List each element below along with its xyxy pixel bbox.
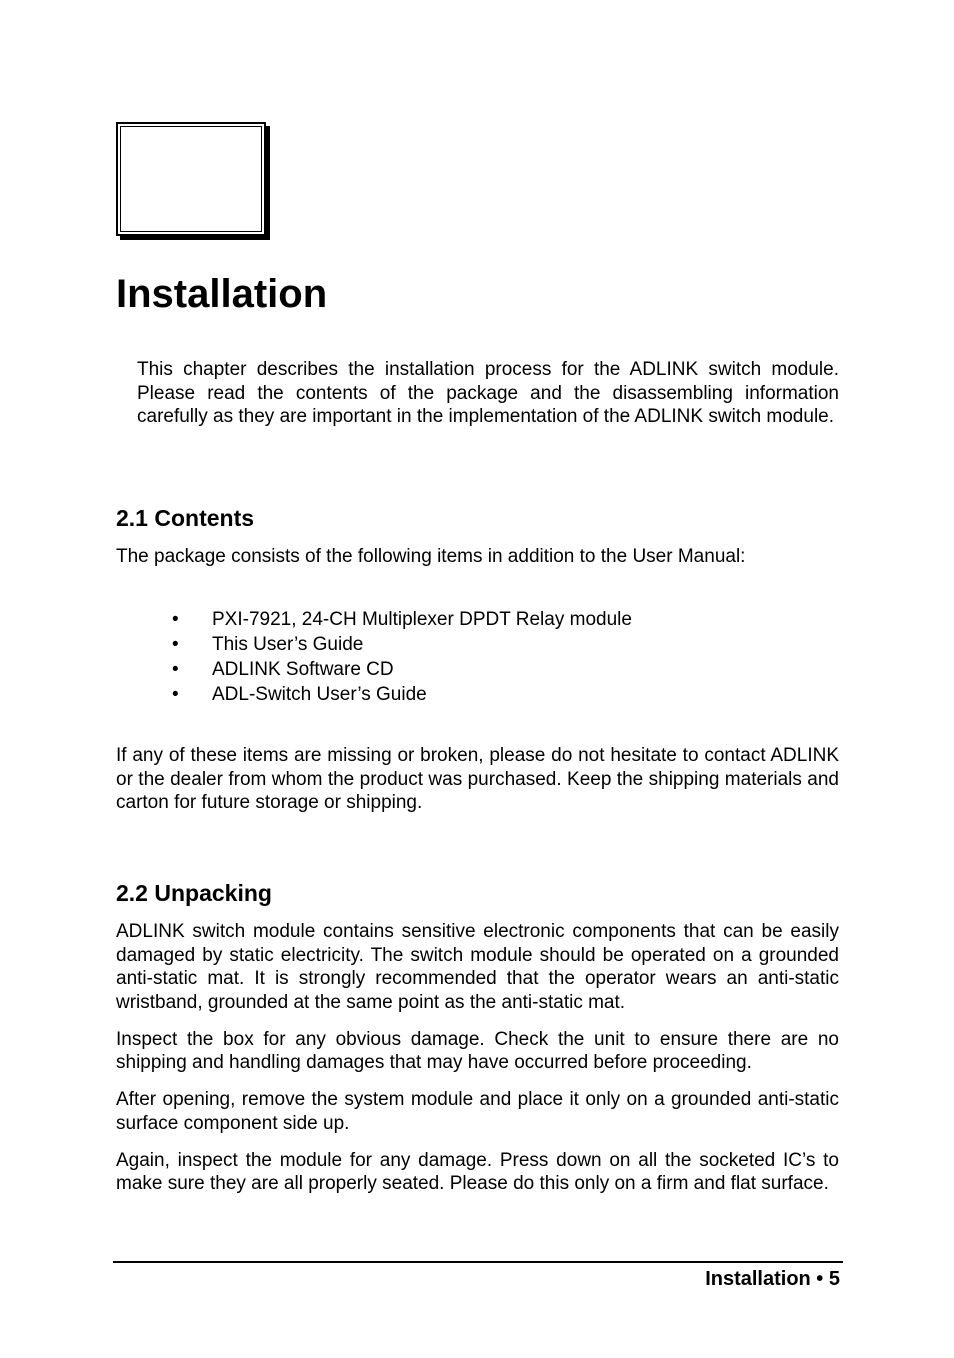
missing-items-note: If any of these items are missing or broken, please do not hesitate to contact ADLINK or the dealer from whom the product was purchased. Keep the shipping materials and carton for future storage or shipping.: [116, 745, 839, 813]
list-item: [116, 632, 840, 657]
unpacking-paragraph: Again, inspect the module for any damage. Press down on all the socketed IC’s to make sure they are all properly seated. Please do this only on a firm and flat surface.: [116, 1149, 839, 1194]
bullet-icon: •: [172, 609, 179, 630]
unpacking-paragraph: After opening, remove the system module and place it only on a grounded anti-static surface component side up.: [116, 1089, 839, 1134]
list-item: [116, 607, 840, 632]
list-item-text: PXI-7921, 24-CH Multiplexer DPDT Relay module: [212, 609, 632, 630]
list-item: [116, 682, 840, 707]
package-items-list: [116, 607, 840, 707]
chapter-title: Installation: [116, 272, 328, 316]
contents-lead-text: The package consists of the following items in addition to the User Manual:: [116, 546, 746, 567]
bullet-icon: •: [172, 659, 179, 680]
unpacking-body: [116, 920, 839, 1209]
list-item-text: This User’s Guide: [212, 634, 364, 655]
section-heading-contents: 2.1 Contents: [116, 505, 255, 531]
bullet-icon: •: [172, 634, 179, 655]
unpacking-paragraph: ADLINK switch module contains sensitive electronic components that can be easily damaged by static electricity. The switch module should be operated on a grounded anti-static mat. It is strongly recommended that the operator wears an anti-static wristband, grounded at the same point as the anti-static mat.: [116, 921, 839, 1013]
list-item: [116, 657, 840, 682]
list-item-text: ADLINK Software CD: [212, 659, 394, 680]
unpacking-paragraph: Inspect the box for any obvious damage. Check the unit to ensure there are no shipping and handling damages that may have occurred before proceeding.: [116, 1028, 839, 1073]
chapter-intro: This chapter describes the installation process for the ADLINK switch module. Please read the contents of the package and the disassembling information carefully as they are important in the implementation of the ADLINK switch module.: [137, 359, 839, 427]
footer-divider: [113, 1261, 843, 1263]
page-footer: Installation • 5: [705, 1268, 840, 1290]
list-item-text: ADL-Switch User’s Guide: [212, 684, 427, 705]
section-heading-unpacking: 2.2 Unpacking: [116, 880, 272, 906]
bullet-icon: •: [172, 684, 179, 705]
chapter-number-box: [116, 122, 266, 236]
